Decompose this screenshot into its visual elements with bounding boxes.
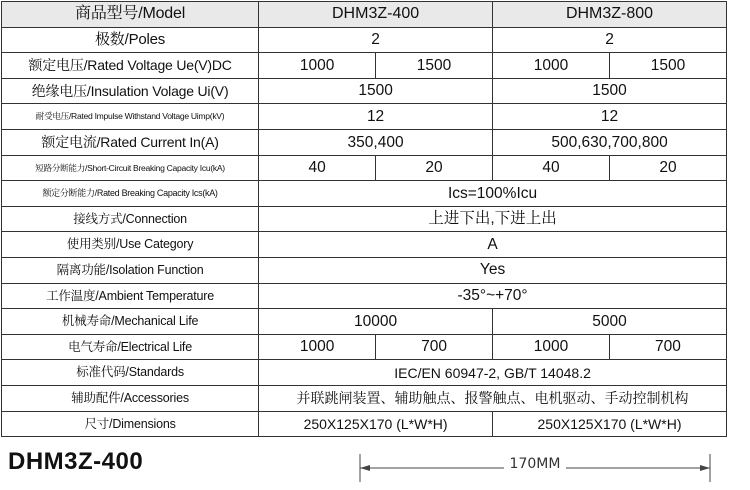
row-label-short-circuit: 短路分断能力/Short-Circuit Breaking Capacity Icu(kA): [2, 155, 259, 181]
cell-connection: 上进下出,下进上出: [259, 206, 727, 232]
cell-rated-voltage: 1500: [376, 53, 493, 79]
row-label-impulse-voltage: 耐受电压/Rated Impulse Withstand Voltage Uimp(kV): [2, 104, 259, 130]
row-label-ambient-temp: 工作温度/Ambient Temperature: [2, 283, 259, 309]
row-label-electrical-life: 电气寿命/Electrical Life: [2, 334, 259, 360]
table-row: [2, 155, 727, 181]
row-label-connection: 接线方式/Connection: [2, 206, 259, 232]
cell-short-circuit: 40: [259, 155, 376, 181]
row-label-rated-current: 额定电流/Rated Current In(A): [2, 129, 259, 155]
row-label-use-category: 使用类别/Use Category: [2, 232, 259, 258]
cell-electrical-life: 700: [609, 334, 726, 360]
cell-electrical-life: 1000: [493, 334, 610, 360]
cell-impulse-voltage-400: 12: [259, 104, 493, 130]
cell-electrical-life: 700: [376, 334, 493, 360]
cell-rated-voltage: 1000: [493, 53, 610, 79]
cell-insulation-voltage-800: 1500: [493, 78, 727, 104]
cell-mechanical-life-800: 5000: [493, 309, 727, 335]
spec-table: [1, 1, 727, 437]
table-row: [2, 206, 727, 232]
cell-ambient-temp: -35°~+70°: [259, 283, 727, 309]
row-label-dimensions: 尺寸/Dimensions: [2, 411, 259, 437]
cell-rated-current-800: 500,630,700,800: [493, 129, 727, 155]
cell-use-category: A: [259, 232, 727, 258]
cell-standards: IEC/EN 60947-2, GB/T 14048.2: [259, 360, 727, 386]
row-label-breaking-capacity: 额定分断能力/Rated Breaking Capacity Ics(kA): [2, 181, 259, 207]
cell-isolation: Yes: [259, 257, 727, 283]
table-row: [2, 129, 727, 155]
table-row: [2, 334, 727, 360]
cell-short-circuit: 20: [609, 155, 726, 181]
cell-electrical-life: 1000: [259, 334, 376, 360]
table-row: [2, 27, 727, 53]
table-row: [2, 360, 727, 386]
table-row: [2, 385, 727, 411]
cell-mechanical-life-400: 10000: [259, 309, 493, 335]
row-label-standards: 标准代码/Standards: [2, 360, 259, 386]
row-label-isolation: 隔离功能/Isolation Function: [2, 257, 259, 283]
cell-rated-voltage: 1000: [259, 53, 376, 79]
cell-short-circuit: 40: [493, 155, 610, 181]
cell-insulation-voltage-400: 1500: [259, 78, 493, 104]
cell-poles-400: 2: [259, 27, 493, 53]
cell-accessories: 并联跳闸装置、辅助触点、报警触点、电机驱动、手动控制机构: [259, 385, 727, 411]
table-row: [2, 283, 727, 309]
table-row: [2, 181, 727, 207]
table-row: [2, 411, 727, 437]
row-label-rated-voltage: 额定电压/Rated Voltage Ue(V)DC: [2, 53, 259, 79]
cell-dimensions-800: 250X125X170 (L*W*H): [493, 411, 727, 437]
row-label-poles: 极数/Poles: [2, 27, 259, 53]
table-row: [2, 78, 727, 104]
row-label-accessories: 辅助配件/Accessories: [2, 385, 259, 411]
table-row: [2, 104, 727, 130]
cell-rated-current-400: 350,400: [259, 129, 493, 155]
table-row: [2, 232, 727, 258]
row-label-mechanical-life: 机械寿命/Mechanical Life: [2, 309, 259, 335]
dimension-label: 170MM: [504, 456, 567, 472]
header-row: [2, 2, 727, 28]
table-row: [2, 257, 727, 283]
cell-breaking-capacity: Ics=100%Icu: [259, 181, 727, 207]
row-label-model: 商品型号/Model: [2, 2, 259, 28]
table-row: [2, 309, 727, 335]
cell-rated-voltage: 1500: [609, 53, 726, 79]
cell-short-circuit: 20: [376, 155, 493, 181]
row-label-insulation-voltage: 绝缘电压/Insulation Volage Ui(V): [2, 78, 259, 104]
cell-poles-800: 2: [493, 27, 727, 53]
model-header-400: DHM3Z-400: [259, 2, 493, 28]
model-title: DHM3Z-400: [8, 448, 144, 475]
cell-dimensions-400: 250X125X170 (L*W*H): [259, 411, 493, 437]
model-header-800: DHM3Z-800: [493, 2, 727, 28]
table-row: [2, 53, 727, 79]
cell-impulse-voltage-800: 12: [493, 104, 727, 130]
